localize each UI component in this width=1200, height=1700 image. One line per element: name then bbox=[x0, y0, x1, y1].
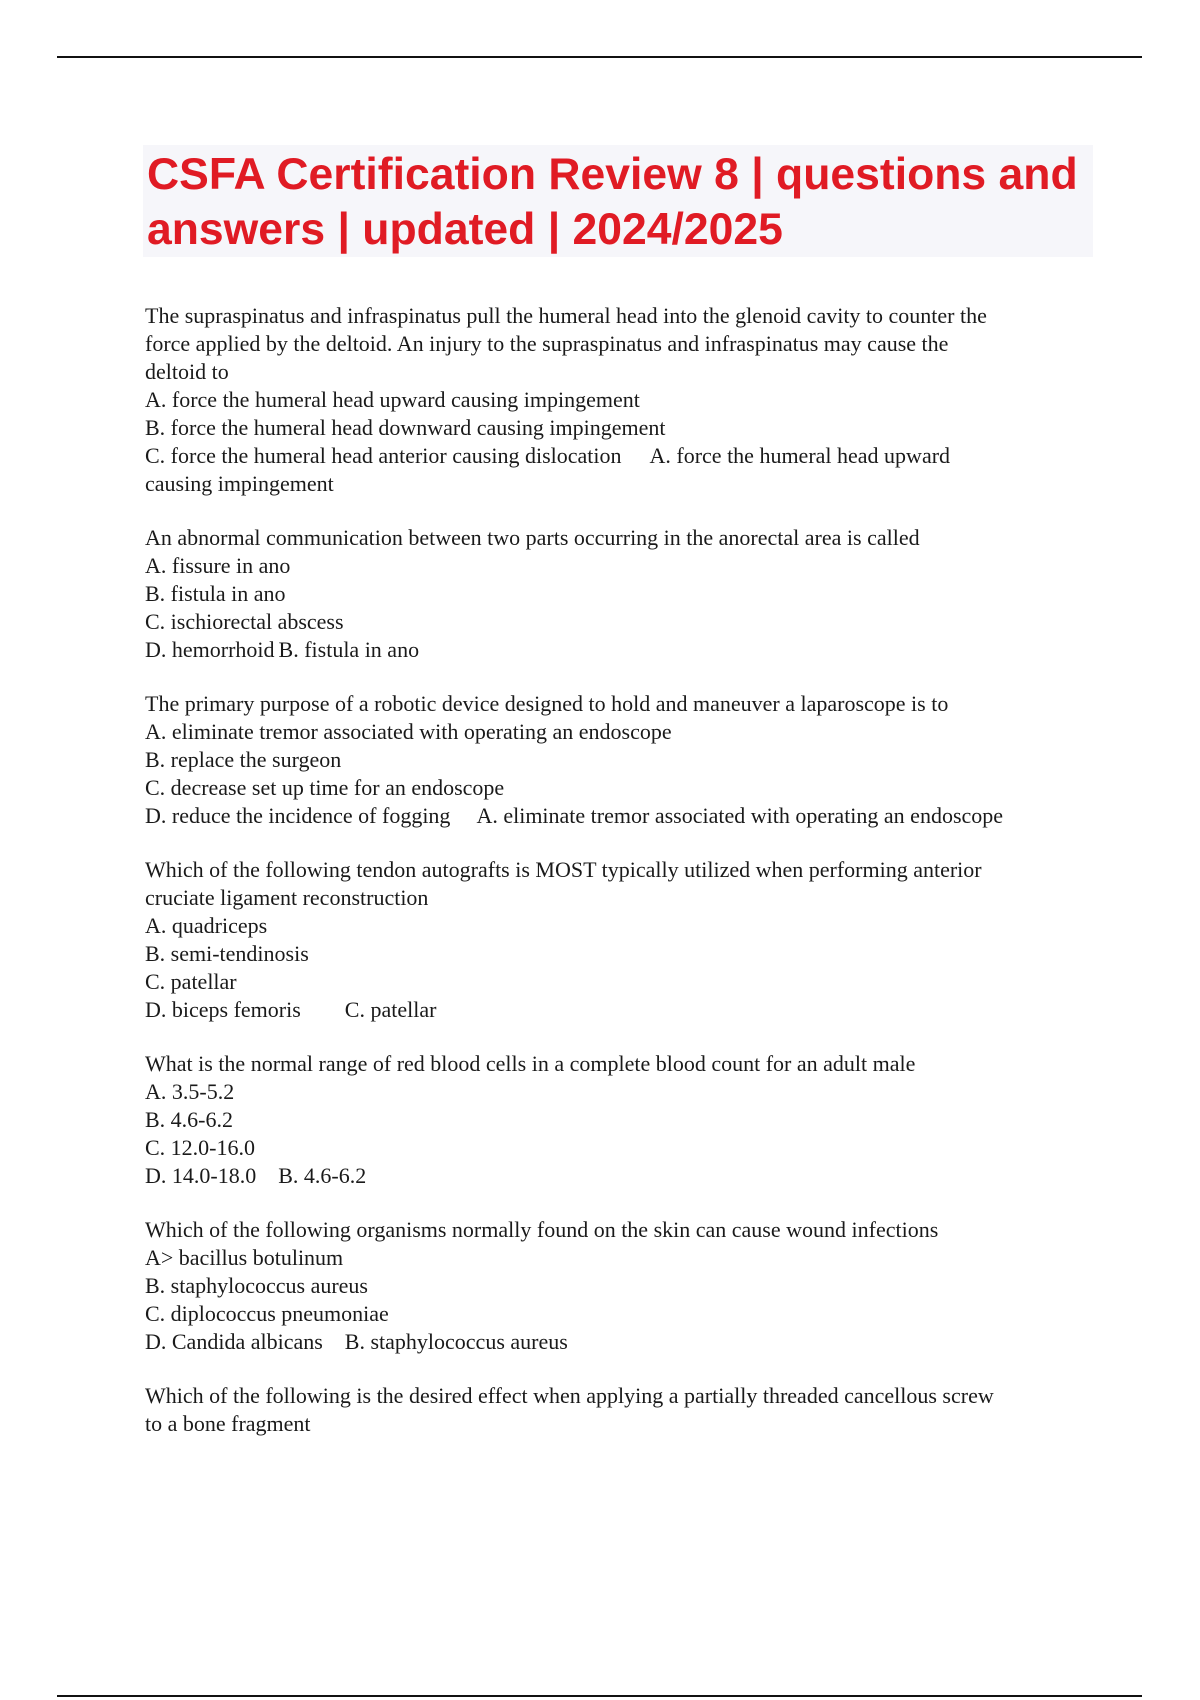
answer-option: A. fissure in ano bbox=[145, 553, 291, 578]
question-block bbox=[145, 1382, 1095, 1438]
answer-option: D. biceps femoris bbox=[145, 997, 301, 1022]
document-title: CSFA Certification Review 8 | questions and answers | updated | 2024/2025 bbox=[147, 150, 1078, 254]
question-line: What is the normal range of red blood cells in a complete blood count for an adult male bbox=[145, 1051, 916, 1076]
question-line: deltoid to bbox=[145, 359, 229, 384]
option-with-answer bbox=[145, 802, 1095, 830]
question-block bbox=[145, 856, 1095, 1024]
correct-answer: A. eliminate tremor associated with operating an endoscope bbox=[476, 803, 1004, 828]
question-block bbox=[145, 524, 1095, 664]
correct-answer: C. patellar bbox=[344, 997, 437, 1022]
answer-option: B. force the humeral head downward causing impingement bbox=[145, 415, 666, 440]
option-with-answer bbox=[145, 442, 1095, 470]
footer-rule bbox=[57, 1695, 1142, 1697]
question-line: to a bone fragment bbox=[145, 1411, 311, 1436]
title-banner bbox=[143, 145, 1093, 257]
answer-option: C. diplococcus pneumoniae bbox=[145, 1301, 389, 1326]
answer-option: D. reduce the incidence of fogging bbox=[145, 803, 451, 828]
correct-answer: A. force the humeral head upward bbox=[649, 443, 951, 468]
correct-answer: B. 4.6-6.2 bbox=[278, 1163, 367, 1188]
question-line: An abnormal communication between two parts occurring in the anorectal area is called bbox=[145, 525, 920, 550]
question-line: cruciate ligament reconstruction bbox=[145, 885, 429, 910]
answer-option: C. 12.0-16.0 bbox=[145, 1135, 255, 1160]
correct-answer-continued: causing impingement bbox=[145, 471, 334, 496]
question-line: The primary purpose of a robotic device designed to hold and maneuver a laparoscope is to bbox=[145, 691, 949, 716]
answer-option: B. 4.6-6.2 bbox=[145, 1107, 233, 1132]
option-with-answer bbox=[145, 996, 1095, 1024]
header-rule bbox=[57, 56, 1142, 58]
answer-option: B. semi-tendinosis bbox=[145, 941, 309, 966]
answer-option: B. staphylococcus aureus bbox=[145, 1273, 368, 1298]
answer-option: D. hemorrhoid bbox=[145, 637, 275, 662]
question-block bbox=[145, 690, 1095, 830]
question-block bbox=[145, 1050, 1095, 1190]
answer-option: C. decrease set up time for an endoscope bbox=[145, 775, 505, 800]
answer-option: A. eliminate tremor associated with operating an endoscope bbox=[145, 719, 672, 744]
correct-answer: B. fistula in ano bbox=[278, 637, 420, 662]
question-line: Which of the following tendon autografts is MOST typically utilized when performing anterior bbox=[145, 857, 982, 882]
question-block bbox=[145, 302, 1095, 498]
answer-option: B. fistula in ano bbox=[145, 581, 286, 606]
option-with-answer bbox=[145, 636, 1095, 664]
answer-option: C. force the humeral head anterior causing dislocation bbox=[145, 443, 622, 468]
option-with-answer bbox=[145, 1162, 1095, 1190]
answer-option: D. Candida albicans bbox=[145, 1329, 323, 1354]
qa-content bbox=[145, 302, 1095, 1464]
answer-option: B. replace the surgeon bbox=[145, 747, 342, 772]
answer-option: A. quadriceps bbox=[145, 913, 268, 938]
answer-option: A> bacillus botulinum bbox=[145, 1245, 344, 1270]
answer-option: C. ischiorectal abscess bbox=[145, 609, 344, 634]
question-line: force applied by the deltoid. An injury to the supraspinatus and infraspinatus may cause the bbox=[145, 331, 949, 356]
answer-option: D. 14.0-18.0 bbox=[145, 1163, 257, 1188]
answer-option: C. patellar bbox=[145, 969, 237, 994]
answer-option: A. 3.5-5.2 bbox=[145, 1079, 235, 1104]
question-line: Which of the following organisms normally found on the skin can cause wound infections bbox=[145, 1217, 939, 1242]
option-with-answer bbox=[145, 1328, 1095, 1356]
correct-answer: B. staphylococcus aureus bbox=[344, 1329, 568, 1354]
question-block bbox=[145, 1216, 1095, 1356]
question-line: Which of the following is the desired effect when applying a partially threaded cancellous screw bbox=[145, 1383, 994, 1408]
question-line: The supraspinatus and infraspinatus pull the humeral head into the glenoid cavity to counter the bbox=[145, 303, 987, 328]
answer-option: A. force the humeral head upward causing impingement bbox=[145, 387, 640, 412]
